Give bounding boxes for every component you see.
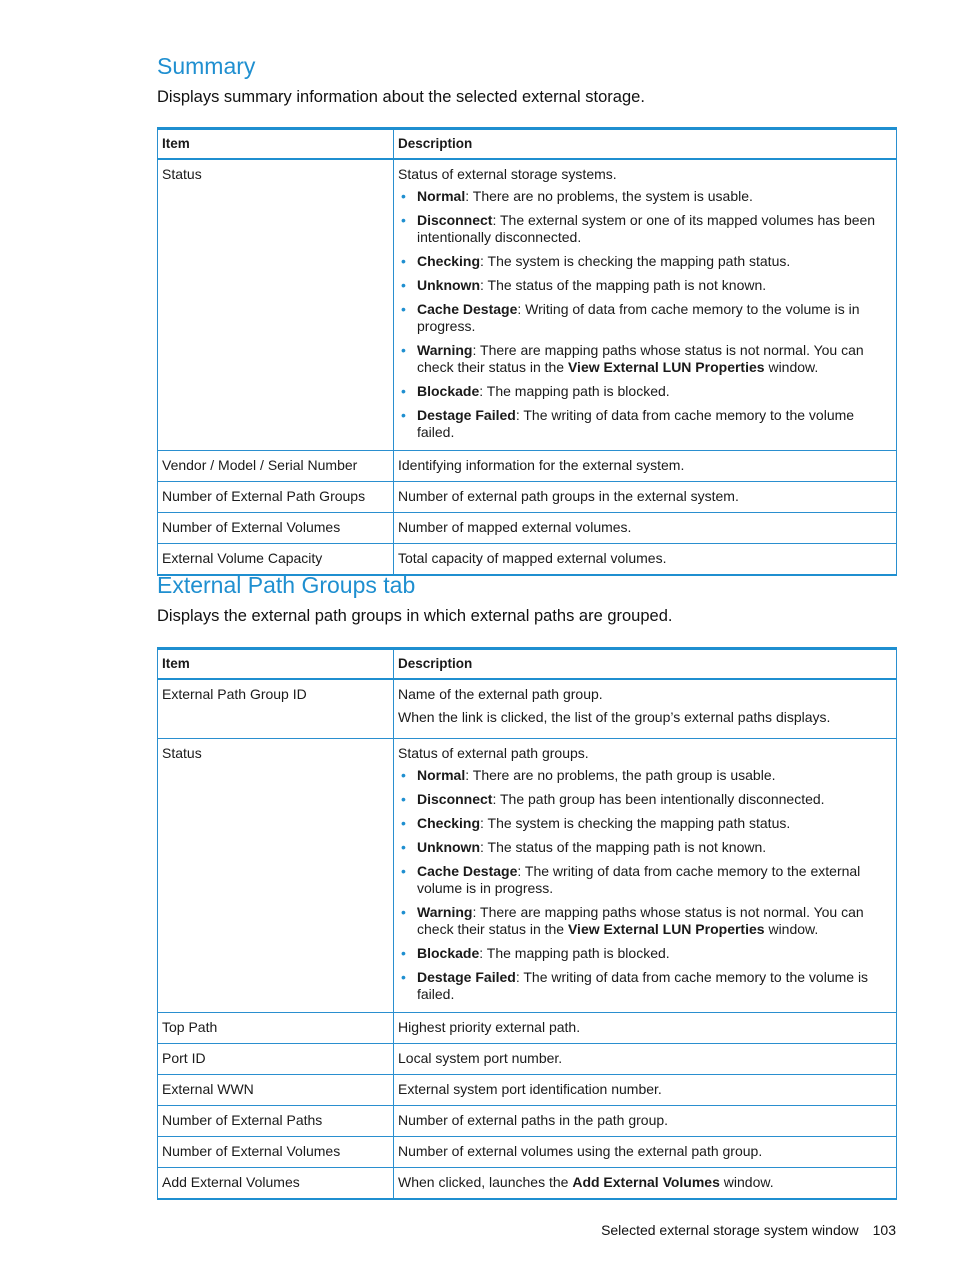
status-intro: Status of external storage systems. [398,166,617,182]
row-item: Add External Volumes [158,1168,394,1200]
status-list-item [398,407,892,441]
desc-text: window. [719,1174,774,1190]
bullet-icon: • [401,212,406,228]
row-description: Number of external path groups in the external system. [394,482,897,513]
status-list-item [398,839,892,856]
bullet-icon: • [401,188,406,204]
status-list-item [398,342,892,376]
group-id-desc: Name of the external path group. [398,686,603,702]
status-list-item [398,212,892,246]
table-row [158,1075,897,1106]
summary-title: Summary [157,53,256,79]
window-name: View External LUN Properties [567,921,765,937]
bullet-icon: • [401,301,406,317]
table-row [158,544,897,576]
status-text: : The mapping path is blocked. [479,383,670,399]
table-row [158,739,897,1013]
table-row [158,513,897,544]
path-groups-table [157,647,897,1200]
status-text: : The system is checking the mapping path status. [480,253,791,269]
status-text: : Writing of data from cache memory to the volume is in progress. [417,301,860,334]
row-item: Status [158,159,394,451]
row-item: Number of External Path Groups [158,482,394,513]
status-term: Cache Destage [417,301,518,317]
page-number: 103 [872,1222,896,1238]
status-list-item [398,188,892,205]
table-row [158,159,897,451]
status-list-item [398,253,892,270]
table-header-row [158,129,897,160]
status-term: Unknown [417,839,480,855]
status-intro: Status of external path groups. [398,745,589,761]
row-description [394,159,897,451]
row-description: External system port identification number. [394,1075,897,1106]
status-term: Disconnect [417,212,493,228]
table-row [158,1137,897,1168]
status-list-item [398,791,892,808]
group-id-link-note: When the link is clicked, the list of the group’s external paths displays. [398,709,831,725]
bullet-icon: • [401,383,406,399]
status-list-item [398,969,892,1003]
status-list-item [398,945,892,962]
table-row [158,1168,897,1200]
bullet-icon: • [401,839,406,855]
desc-text: When clicked, launches the [398,1174,573,1190]
status-term: Cache Destage [417,863,518,879]
path-groups-title: External Path Groups tab [157,572,416,598]
status-text: : The writing of data from cache memory to the external volume is in progress. [417,863,861,896]
row-description: Number of external paths in the path group. [394,1106,897,1137]
bullet-icon: • [401,277,406,293]
status-list-item [398,863,892,897]
bullet-icon: • [401,791,406,807]
status-term: Destage Failed [417,407,516,423]
status-term: Unknown [417,277,480,293]
row-item: Number of External Volumes [158,1137,394,1168]
status-text: : The writing of data from cache memory to the volume is failed. [417,969,869,1002]
footer-title: Selected external storage system window [601,1222,859,1238]
status-list-item [398,383,892,400]
window-name: View External LUN Properties [567,359,765,375]
status-list-item [398,904,892,938]
status-text: : The writing of data from cache memory to the volume failed. [417,407,855,440]
status-text: : There are no problems, the path group is usable. [465,767,776,783]
status-text: : The status of the mapping path is not known. [480,839,767,855]
summary-intro: Displays summary information about the selected external storage. [157,88,645,106]
status-list [398,767,892,1003]
row-item: Number of External Volumes [158,513,394,544]
status-text: : The status of the mapping path is not known. [480,277,767,293]
status-text: window. [764,359,819,375]
header-item: Item [158,129,394,160]
status-term: Normal [417,188,466,204]
bullet-icon: • [401,815,406,831]
status-term: Warning [417,342,473,358]
bullet-icon: • [401,253,406,269]
row-item: External WWN [158,1075,394,1106]
row-item: External Volume Capacity [158,544,394,576]
status-term: Destage Failed [417,969,516,985]
status-list-item [398,277,892,294]
bullet-icon: • [401,904,406,920]
status-text: : The system is checking the mapping path status. [480,815,791,831]
summary-table [157,127,897,576]
status-list [398,188,892,441]
status-text: window. [764,921,819,937]
row-description: Number of mapped external volumes. [394,513,897,544]
table-row [158,1106,897,1137]
status-text: : There are no problems, the system is usable. [465,188,753,204]
bullet-icon: • [401,342,406,358]
row-item: Top Path [158,1013,394,1044]
status-text: : The path group has been intentionally disconnected. [492,791,825,807]
status-term: Blockade [417,945,480,961]
bullet-icon: • [401,767,406,783]
bullet-icon: • [401,863,406,879]
table-header-row [158,649,897,680]
status-text: : The mapping path is blocked. [479,945,670,961]
row-item: Vendor / Model / Serial Number [158,451,394,482]
status-text: : The external system or one of its mapped volumes has been intentionally disconnected. [417,212,876,245]
row-item: Status [158,739,394,1013]
status-term: Warning [417,904,473,920]
row-item: Number of External Paths [158,1106,394,1137]
table-row [158,1013,897,1044]
row-description [394,679,897,739]
row-description: Local system port number. [394,1044,897,1075]
status-term: Checking [417,815,481,831]
status-term: Disconnect [417,791,493,807]
row-description [394,1168,897,1200]
bullet-icon: • [401,945,406,961]
table-row [158,1044,897,1075]
header-description: Description [394,129,897,160]
row-description [394,739,897,1013]
row-description: Total capacity of mapped external volumes. [394,544,897,576]
table-row [158,482,897,513]
header-description: Description [394,649,897,680]
row-item: Port ID [158,1044,394,1075]
row-description: Highest priority external path. [394,1013,897,1044]
row-item: External Path Group ID [158,679,394,739]
bullet-icon: • [401,407,406,423]
status-term: Blockade [417,383,480,399]
table-row [158,451,897,482]
row-description: Number of external volumes using the external path group. [394,1137,897,1168]
status-list-item [398,767,892,784]
status-text: : There are mapping paths whose status is not normal. You can check their status in the [417,342,864,375]
row-description: Identifying information for the external system. [394,451,897,482]
status-term: Checking [417,253,481,269]
path-groups-intro: Displays the external path groups in which external paths are grouped. [157,607,673,625]
status-list-item [398,301,892,335]
bullet-icon: • [401,969,406,985]
header-item: Item [158,649,394,680]
status-term: Normal [417,767,466,783]
status-list-item [398,815,892,832]
status-text: : There are mapping paths whose status is not normal. You can check their status in the [417,904,864,937]
ui-term: Add External Volumes [572,1174,720,1190]
table-row [158,679,897,739]
page-footer [601,1222,896,1238]
